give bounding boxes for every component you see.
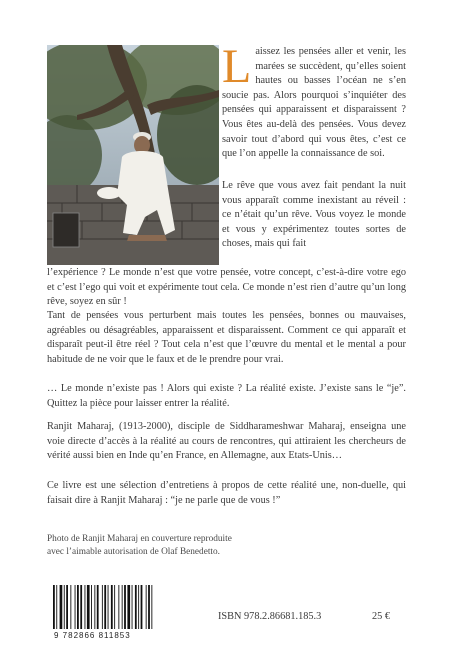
photo-credit-line-1: Photo de Ranjit Maharaj en couverture reproduite <box>47 534 232 544</box>
photo-credit-line-2: avec l’aimable autorisation de Olaf Benedetto. <box>47 546 220 557</box>
barcode-bar <box>66 585 68 629</box>
paragraph-5 <box>47 420 406 464</box>
paragraph-2-side <box>222 179 406 252</box>
barcode-bar <box>138 585 139 629</box>
barcode-bar <box>135 585 137 629</box>
paragraph-6-text: Ce livre est une sélection d’entretiens à propos de cette réalité une, non-duelle, qui faisait dire à Ranjit Maharaj : “je ne parle que de vous !” <box>47 480 406 506</box>
barcode-bar <box>141 585 143 629</box>
paragraph-4 <box>47 382 406 411</box>
drop-cap: L <box>222 40 252 93</box>
paragraph-1-text: aissez les pensées aller et venir, les marées se succèdent, qu’elles soient hautes ou basses l’océan ne s’en soucie pas. Alors pourquoi s’inquiéter des pensées qui apparaissent et disparaissent ? Vous êtes au-delà des pensées. Vous devez savoir tout d’abord qui vous êtes, c’est ce que l’on appelle la connaissance de soi. <box>222 46 406 160</box>
paragraph-3 <box>47 309 406 367</box>
paragraph-5-text: Ranjit Maharaj, (1913-2000), disciple de Siddharameshwar Maharaj, enseigna une voie directe d’accès à la réalité au cours de rencontres, qui attiraient les chercheurs de vérité aussi bien en Inde qu’en France, en Allemagne, aux Etats-Unis… <box>47 421 406 462</box>
barcode-bar <box>108 585 109 629</box>
paragraph-3-text: Tant de pensées vous perturbent mais toutes les pensées, bonnes ou mauvaises, agréables ou désagréables, apparaissent et disparaissent. Comment ce qui apparaît et disparaît peut-il être réel ? Tout cela n’est que l’œuvre du mental et le mental a pour habitude de ne voir que le faux et de le prendre pour vrai. <box>47 310 406 365</box>
barcode-bar <box>122 585 123 629</box>
barcode-bar <box>80 585 82 629</box>
barcode-bar <box>132 585 133 629</box>
barcode-bar <box>104 585 106 629</box>
barcode-bar <box>87 585 90 629</box>
barcode-bar <box>94 585 95 629</box>
barcode-bar <box>53 585 55 629</box>
barcode-bar <box>85 585 86 629</box>
barcode-bar <box>111 585 113 629</box>
photo-illustration <box>47 45 219 265</box>
barcode-bar <box>56 585 57 629</box>
barcode-bar <box>148 585 150 629</box>
barcode-bar <box>60 585 63 629</box>
barcode-bar <box>70 585 71 629</box>
paragraph-6 <box>47 479 406 508</box>
barcode-bar <box>146 585 147 629</box>
barcode-bar <box>124 585 126 629</box>
paragraph-4-text: … Le monde n’existe pas ! Alors qui existe ? La réalité existe. J’existe sans le “je”. Quittez la pièce pour laisser entrer la réalité. <box>47 383 406 409</box>
barcode-digits: 9 782866 811853 <box>54 631 131 640</box>
barcode-bar <box>151 585 152 629</box>
paragraph-2-full-text: l’expérience ? Le monde n’est que votre pensée, votre concept, c’est-à-dire votre ego et c’est l’ego qui voit et expérimente tout cela. Ce monde n’est rien d’autre qu’un long rêve, soyez en sûr ! <box>47 267 406 308</box>
barcode-bar <box>91 585 92 629</box>
barcode-bar <box>127 585 130 629</box>
photo-credit <box>47 533 347 558</box>
isbn: ISBN 978.2.86681.185.3 <box>218 611 322 622</box>
paragraph-1 <box>222 40 406 162</box>
barcode-bar <box>114 585 115 629</box>
barcode-bar <box>102 585 103 629</box>
barcode-bar <box>64 585 65 629</box>
barcode-bar <box>75 585 76 629</box>
barcode-bar <box>97 585 99 629</box>
barcode-bar <box>118 585 119 629</box>
paragraph-2-side-text: Le rêve que vous avez fait pendant la nuit vous apparaît comme inexistant au réveil : ce n’était qu’un rêve. Vous voyez le monde et vous y expérimentez toutes sortes de choses, mais qui fait <box>222 180 406 250</box>
cover-photo <box>47 45 219 265</box>
barcode-bar <box>77 585 79 629</box>
paragraph-2-full <box>47 266 406 310</box>
price: 25 € <box>372 611 391 622</box>
